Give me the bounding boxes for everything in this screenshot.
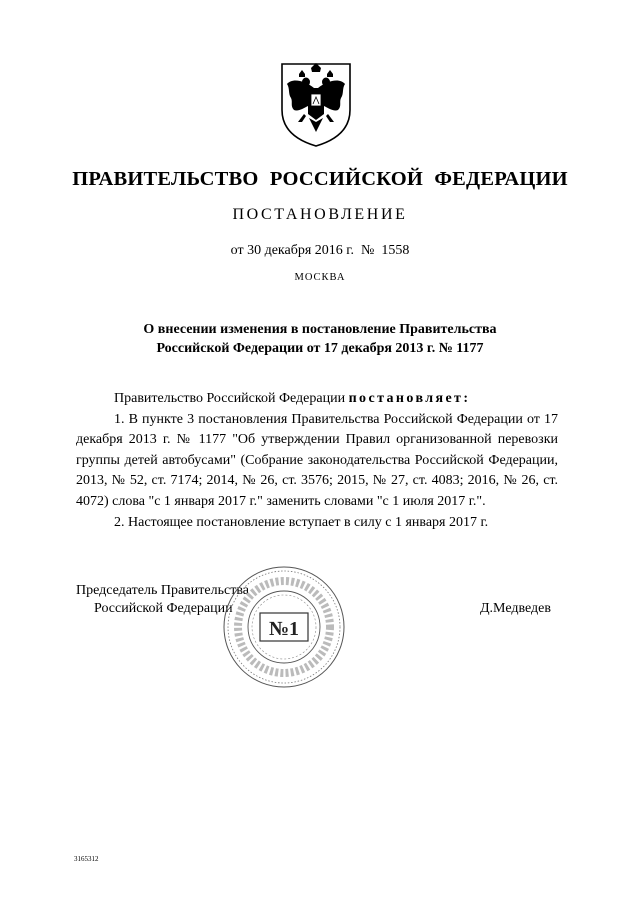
preamble	[76, 389, 558, 410]
coat-of-arms-icon	[274, 58, 358, 148]
government-title: ПРАВИТЕЛЬСТВО РОССИЙСКОЙ ФЕДЕРАЦИИ	[72, 168, 568, 190]
signer-name: Д.Медведев	[480, 601, 551, 616]
document-subject	[0, 320, 640, 358]
document-city: МОСКВА	[294, 272, 346, 283]
document-code: 3165312	[74, 855, 99, 863]
document-date-number: от 30 декабря 2016 г. № 1558	[230, 243, 410, 258]
document-type: ПОСТАНОВЛЕНИЕ	[232, 206, 408, 223]
preamble-emphasis: постановляет:	[348, 391, 471, 406]
subject-line-2: Российской Федерации от 17 декабря 2013 г. № 1177	[156, 341, 484, 356]
signer-position-line-2: Российской Федерации	[94, 601, 233, 616]
paragraph-2: 2. Настоящее постановление вступает в силу с 1 января 2017 г.	[114, 514, 489, 530]
preamble-text: Правительство Российской Федерации	[114, 391, 346, 406]
signer-position-line-1: Председатель Правительства	[76, 583, 249, 598]
paragraph-1: 1. В пункте 3 постановления Правительства Российской Федерации от 17 декабря 2013 г. № 1177 "Об утверждении Правил организованной перевозки группы детей автобусами" (Собрание законодательства Российской Федерации, 2013, № 52, ст. 7174; 2014, № 26, ст. 3576; 2015, № 27, ст. 4083; 2016, № 26, ст. 4072) слова "с 1 января 2017 г." заменить словами "с 1 июля 2017 г.".	[76, 411, 558, 509]
seal-number: №1	[268, 618, 300, 640]
official-seal-icon	[222, 565, 346, 689]
subject-line-1: О внесении изменения в постановление Правительства	[143, 322, 497, 337]
document-body	[76, 389, 558, 533]
